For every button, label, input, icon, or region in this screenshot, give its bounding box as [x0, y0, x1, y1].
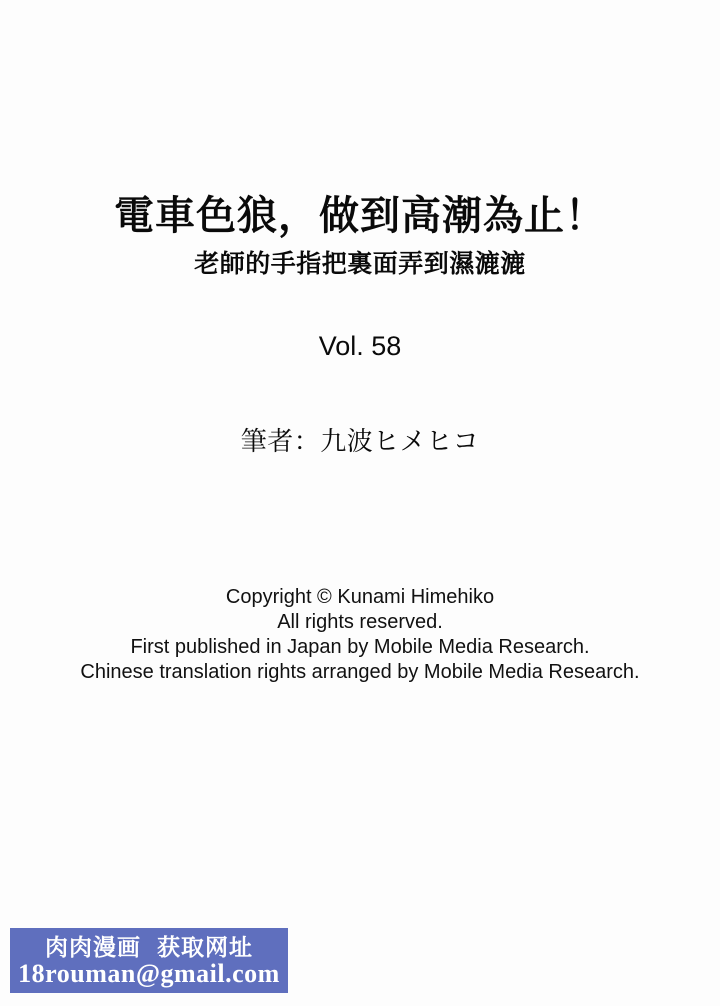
watermark-tagline: 获取网址	[157, 933, 253, 960]
rights-reserved-line: All rights reserved.	[277, 611, 443, 633]
first-published-line: First published in Japan by Mobile Media Research.	[130, 636, 590, 658]
copyright-holder-line: Copyright © Kunami Himehiko	[225, 586, 495, 608]
book-title: 電車色狼，做到高潮為止！	[114, 194, 606, 238]
copyright-block	[0, 585, 720, 685]
watermark-site-name: 肉肉漫画	[45, 933, 141, 960]
book-subtitle: 老師的手指把裏面弄到濕漉漉	[194, 250, 526, 278]
author-credit: 筆者：九波ヒメヒコ	[240, 426, 480, 456]
watermark-email: 18rouman@gmail.com	[18, 958, 280, 988]
watermark-banner	[10, 928, 288, 993]
volume-number: Vol. 58	[318, 331, 402, 361]
translation-rights-line: Chinese translation rights arranged by Mobile Media Research.	[80, 661, 640, 683]
watermark-site-line	[45, 933, 253, 960]
